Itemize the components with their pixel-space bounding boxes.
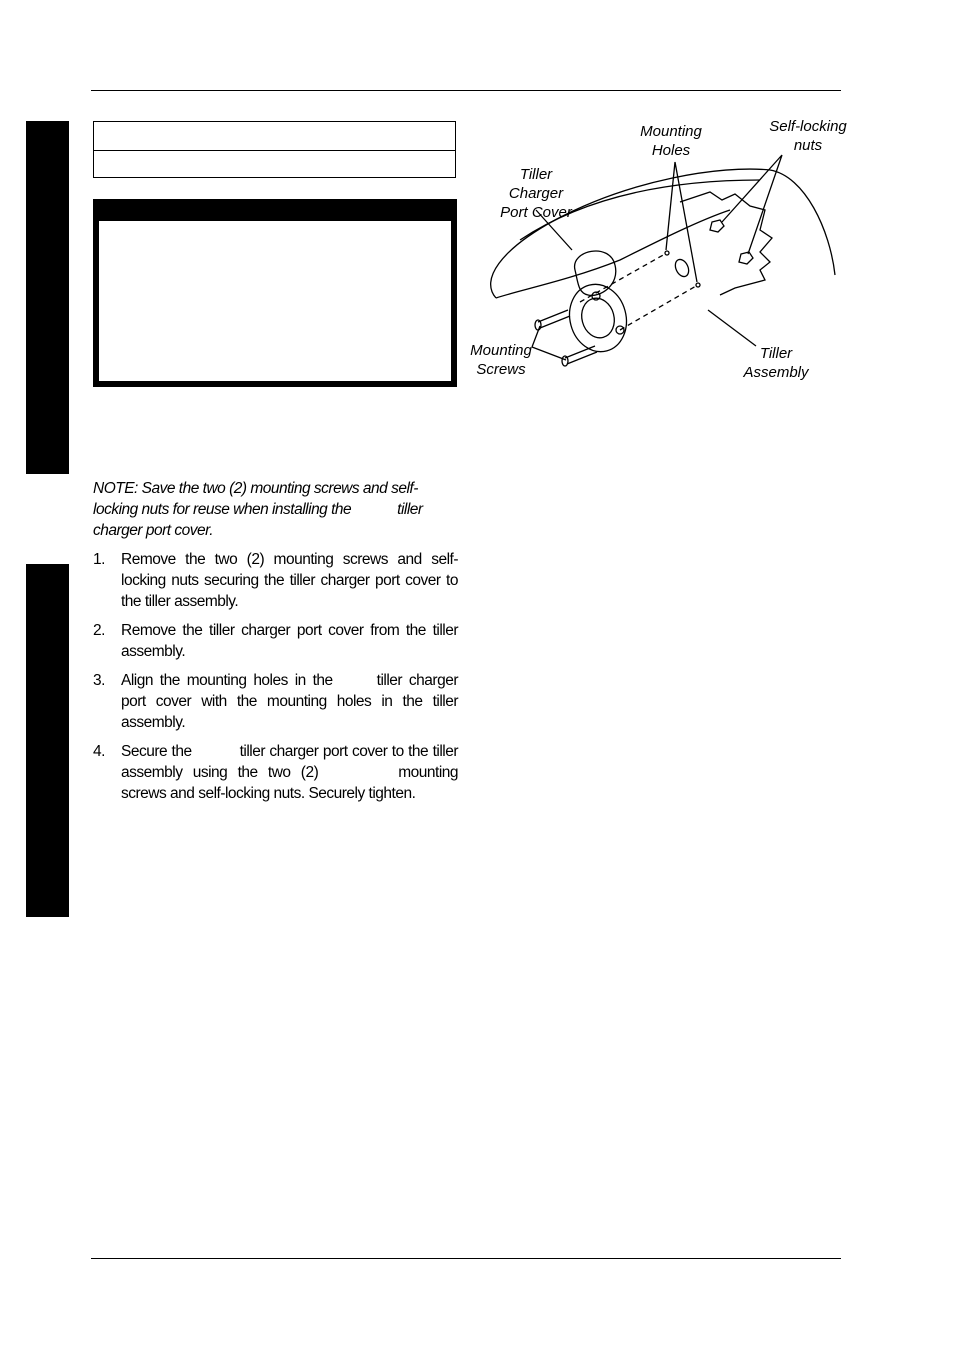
mounting-screw-upper (538, 310, 570, 328)
procedure-steps (93, 549, 458, 812)
step-3 (93, 670, 458, 733)
step-text-c: mounting screws and self-locking nuts. Securely tighten. (121, 764, 458, 802)
mounting-hole-upper (665, 251, 669, 255)
step-text-b: tiller charger port cover to the tiller assembly using the two (2) (121, 743, 458, 781)
label-mounting-screws: Mounting Screws (470, 342, 532, 378)
step-text: Remove the tiller charger port cover from the tiller assembly. (121, 622, 458, 660)
tiller-back-plate (680, 192, 772, 295)
step-1 (93, 549, 458, 612)
mounting-screw-lower (565, 346, 597, 364)
label-mounting-holes: Mounting Holes (640, 123, 702, 159)
header-rule (91, 90, 841, 91)
step-text: Remove the two (2) mounting screws and self-locking nuts securing the tiller charger port cover to the tiller assembly. (121, 551, 458, 610)
side-tab-upper (26, 121, 69, 474)
step-number: 1. (93, 551, 105, 568)
procedure-title-box (93, 121, 456, 178)
note-text-part2: tiller charger port cover. (93, 501, 423, 539)
step-2 (93, 620, 458, 662)
label-tiller-assembly: Tiller Assembly (743, 345, 809, 381)
side-tab-lower (26, 564, 69, 917)
nut-lower (739, 252, 753, 264)
mounting-hole-lower (696, 283, 700, 287)
step-number: 2. (93, 622, 105, 639)
step-text-a: Secure the (121, 743, 192, 760)
label-self-locking-nuts: Self-locking nuts (769, 118, 847, 154)
port-cover-plate (562, 278, 634, 358)
port-cover-ring (577, 295, 618, 342)
step-4 (93, 741, 458, 804)
leader-mounting-holes (666, 162, 697, 282)
step-text-b: tiller charger port cover with the mounting holes in the tiller assembly. (121, 672, 458, 731)
warning-box-body (99, 221, 451, 381)
tiller-lower-outline (496, 210, 730, 298)
step-text-a: Align the mounting holes in the (121, 672, 333, 689)
leader-tiller-assembly (708, 310, 756, 346)
note-text-part1: NOTE: Save the two (2) mounting screws and self-locking nuts for reuse when installing the (93, 480, 418, 518)
title-box-divider (94, 150, 455, 151)
footer-rule (91, 1258, 841, 1259)
warning-box (93, 199, 457, 387)
alignment-line-lower (620, 286, 696, 330)
note-paragraph (93, 478, 459, 541)
step-number: 3. (93, 672, 105, 689)
step-number: 4. (93, 743, 105, 760)
label-tiller-charger-port-cover: Tiller Charger Port Cover (500, 166, 572, 221)
charger-port (673, 257, 691, 278)
